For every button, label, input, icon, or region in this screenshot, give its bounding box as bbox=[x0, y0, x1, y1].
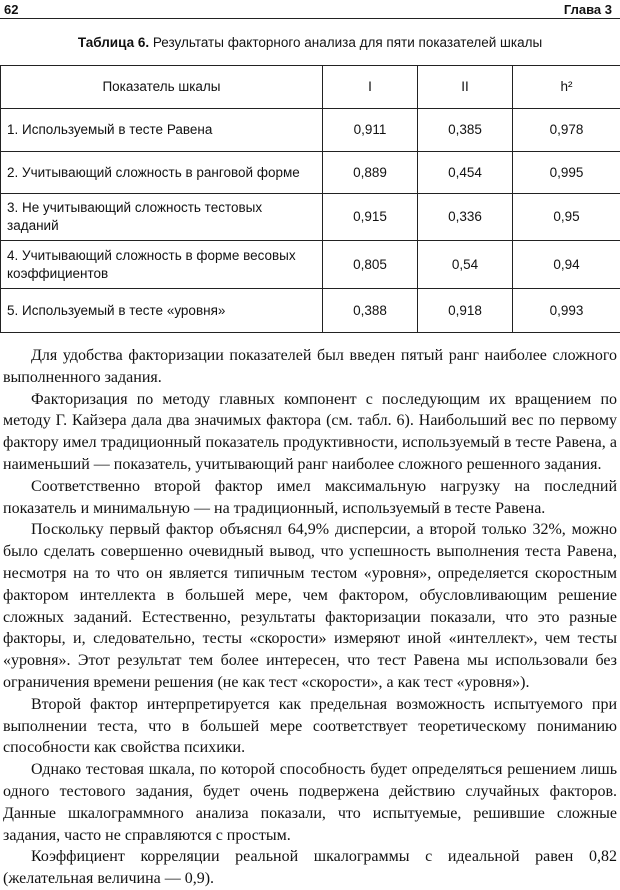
paragraph: Соответственно второй фактор имел максимальную нагрузку на последний показатель и минимальную — на традиционный, используемый в тесте Равена. bbox=[3, 476, 617, 520]
table-header-row bbox=[1, 66, 620, 109]
cell-communality: 0,978 bbox=[513, 109, 620, 152]
cell-factor-1: 0,805 bbox=[323, 241, 418, 289]
cell-factor-2: 0,336 bbox=[418, 194, 513, 241]
paragraph: Однако тестовая шкала, по которой способность будет определяться решением лишь одного тестового задания, будет очень подвержена действию случайных факторов. Данные шкалограммного анализа показали, что испытуемые, решившие сложные задания, часто не справляются с простым. bbox=[3, 759, 617, 846]
cell-factor-2: 0,54 bbox=[418, 241, 513, 289]
row-label: 3. Не учитывающий сложность тестовых заданий bbox=[1, 194, 323, 241]
cell-factor-2: 0,454 bbox=[418, 152, 513, 194]
table-row bbox=[1, 289, 620, 333]
table-row bbox=[1, 241, 620, 289]
paragraph: Поскольку первый фактор объяснял 64,9% дисперсии, а второй только 32%, можно было сделать совершенно очевидный вывод, что успешность выполнения теста Равена, несмотря на то что он является типичным тестом «уровня», определяется скоростным фактором интеллекта в большей мере, чем фактором, обусловливающим решение сложных заданий. Естественно, результаты факторизации показали, что это разные факторы, и, следовательно, тесты «скорости» измеряют иной «интеллект», чем тесты «уровня». Этот результат тем более интересен, что тест Равена мы использовали без ограничения времени решения (не как тест «скорости», а как тест «уровня»). bbox=[3, 519, 617, 693]
paragraph: Коэффициент корреляции реальной шкалограммы с идеальной равен 0,82 (желательная величина — 0,9). bbox=[3, 846, 617, 890]
column-header-communality: h² bbox=[513, 66, 620, 109]
row-label: 5. Используемый в тесте «уровня» bbox=[1, 289, 323, 333]
cell-factor-1: 0,915 bbox=[323, 194, 418, 241]
cell-communality: 0,94 bbox=[513, 241, 620, 289]
body-text bbox=[3, 345, 617, 890]
cell-communality: 0,993 bbox=[513, 289, 620, 333]
table-row bbox=[1, 194, 620, 241]
paragraph: Второй фактор интерпретируется как предельная возможность испытуемого при выполнении теста, что в большей мере соответствует теоретическому пониманию способности как свойства психики. bbox=[3, 694, 617, 759]
page-number: 62 bbox=[4, 2, 18, 17]
table-row bbox=[1, 109, 620, 152]
row-label: 1. Используемый в тесте Равена bbox=[1, 109, 323, 152]
cell-factor-1: 0,889 bbox=[323, 152, 418, 194]
column-header-factor-1: I bbox=[323, 66, 418, 109]
row-label: 2. Учитывающий сложность в ранговой форме bbox=[1, 152, 323, 194]
paragraph: Факторизация по методу главных компонент с последующим их вращением по методу Г. Кайзера дала два значимых фактора (см. табл. 6). Наибольший вес по первому фактору имел традиционный показатель продуктивности, используемый в тесте Равена, а наименьший — показатель, учитывающий ранг наиболее сложного решенного задания. bbox=[3, 389, 617, 476]
table-row bbox=[1, 152, 620, 194]
cell-factor-1: 0,911 bbox=[323, 109, 418, 152]
cell-communality: 0,995 bbox=[513, 152, 620, 194]
column-header-factor-2: II bbox=[418, 66, 513, 109]
chapter-title: Глава 3 bbox=[564, 2, 612, 17]
cell-communality: 0,95 bbox=[513, 194, 620, 241]
header-rule bbox=[0, 18, 620, 19]
cell-factor-1: 0,388 bbox=[323, 289, 418, 333]
cell-factor-2: 0,385 bbox=[418, 109, 513, 152]
cell-factor-2: 0,918 bbox=[418, 289, 513, 333]
page-header bbox=[0, 0, 620, 20]
table-caption-label: Таблица 6. bbox=[78, 35, 149, 50]
table-caption-text: Результаты факторного анализа для пяти показателей шкалы bbox=[149, 35, 542, 50]
table-caption bbox=[0, 35, 620, 50]
paragraph: Для удобства факторизации показателей был введен пятый ранг наиболее сложного выполненного задания. bbox=[3, 345, 617, 389]
row-label: 4. Учитывающий сложность в форме весовых коэффициентов bbox=[1, 241, 323, 289]
column-header-indicator: Показатель шкалы bbox=[1, 66, 323, 109]
factor-analysis-table bbox=[0, 65, 620, 333]
